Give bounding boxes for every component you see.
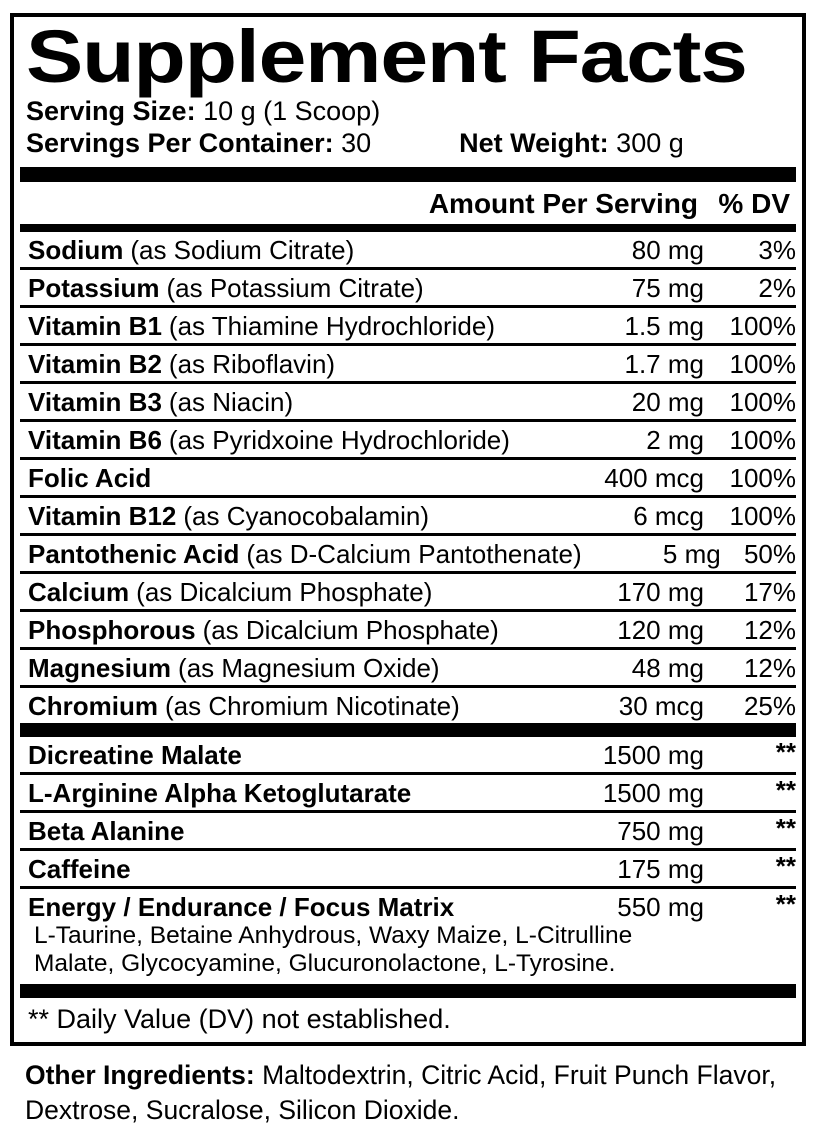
nutrient-name: Potassium [28,273,160,303]
nutrient-dv: 25% [743,691,796,721]
servings-per-container-label: Servings Per Container: [26,128,334,158]
blend-amount: 175 mg [617,854,704,884]
nutrient-amount: 120 mg [617,615,704,645]
nutrient-dv: 100% [729,387,796,417]
nutrient-amount: 5 mg [662,539,721,569]
nutrient-amount: 1.5 mg [624,311,704,341]
other-ingredients-label: Other Ingredients: [25,1060,255,1090]
blend-table [20,737,796,984]
blend-amount: 750 mg [617,816,704,846]
serving-size-value: 10 g (1 Scoop) [203,96,381,126]
nutrient-row [20,533,796,571]
nutrient-detail: (as Niacin) [168,387,294,417]
nutrient-detail: (as Potassium Citrate) [166,273,424,303]
nutrient-amount: 400 mcg [604,463,704,493]
nutrient-name: Vitamin B2 [28,349,162,379]
nutrient-name: Pantothenic Acid [28,539,240,569]
nutrient-row [20,685,796,723]
blend-dv: ** [775,775,796,805]
nutrient-detail: (as Riboflavin) [168,349,336,379]
divider-bar-header [20,224,796,232]
nutrient-amount: 80 mg [631,235,704,265]
nutrient-row [20,267,796,305]
nutrient-dv: 17% [743,577,796,607]
blend-amount: 550 mg [617,892,704,922]
nutrient-dv: 100% [729,501,796,531]
nutrient-detail: (as Chromium Nicotinate) [165,691,460,721]
table-header [26,182,790,224]
nutrient-amount: 75 mg [631,273,704,303]
nutrient-row [20,419,796,457]
divider-bar-section [20,723,796,737]
nutrient-dv: 3% [758,235,796,265]
nutrient-dv: 12% [743,615,796,645]
blend-name: Caffeine [28,854,131,884]
nutrient-detail: (as D-Calcium Pantothenate) [246,539,582,569]
nutrient-detail: (as Thiamine Hydrochloride) [168,311,495,341]
dv-footnote: ** Daily Value (DV) not established. [28,1004,451,1034]
blend-amount: 1500 mg [602,740,704,770]
nutrient-amount: 30 mcg [618,691,704,721]
divider-bar-footnote [20,984,796,998]
nutrient-name: Vitamin B3 [28,387,162,417]
nutrient-detail: (as Magnesium Oxide) [178,653,440,683]
nutrient-amount: 2 mg [646,425,704,455]
blend-name: Beta Alanine [28,816,185,846]
blend-dv: ** [775,889,796,919]
nutrient-detail: (as Dicalcium Phosphate) [136,577,433,607]
nutrient-detail: (as Sodium Citrate) [130,235,355,265]
nutrient-amount: 6 mcg [633,501,704,531]
nutrient-name: Calcium [28,577,130,607]
header-percent-dv: % DV [718,188,790,219]
nutrient-row [20,495,796,533]
nutrient-name: Vitamin B6 [28,425,162,455]
nutrient-dv: 100% [729,349,796,379]
other-ingredients-value: Maltodextrin, Citric Acid, Fruit Punch Flavor, Dextrose, Sucralose, Silicon Dioxide. [25,1060,777,1125]
nutrient-dv: 100% [729,463,796,493]
nutrient-name: Folic Acid [28,463,152,493]
blend-amount: 1500 mg [602,778,704,808]
nutrient-name: Magnesium [28,653,172,683]
blend-name: L-Arginine Alpha Ketoglutarate [28,778,412,808]
nutrients-table [20,232,796,723]
matrix-row [20,886,796,984]
servings-per-container-value: 30 [341,128,372,158]
nutrient-name: Vitamin B12 [28,501,177,531]
nutrient-detail: (as Cyanocobalamin) [183,501,430,531]
nutrient-row [20,232,796,267]
nutrient-name: Chromium [28,691,158,721]
blend-row [20,772,796,810]
blend-name: Dicreatine Malate [28,740,242,770]
blend-dv: ** [775,737,796,767]
nutrient-name: Sodium [28,235,124,265]
facts-panel [10,13,806,1046]
nutrient-detail: (as Dicalcium Phosphate) [202,615,499,645]
nutrient-name: Phosphorous [28,615,196,645]
servings-net-weight-line [26,127,790,159]
nutrient-dv: 2% [758,273,796,303]
nutrient-name: Vitamin B1 [28,311,162,341]
nutrient-amount: 48 mg [631,653,704,683]
nutrient-dv: 100% [729,311,796,341]
nutrient-row [20,343,796,381]
serving-size-label: Serving Size: [26,96,196,126]
matrix-ingredients: L-Taurine, Betaine Anhydrous, Waxy Maize, L-Citrulline Malate, Glycocyamine, Glucuronolactone, L-Tyrosine. [34,922,633,977]
blend-dv: ** [775,813,796,843]
nutrient-dv: 50% [743,539,796,569]
blend-row [20,810,796,848]
other-ingredients [25,1058,790,1128]
nutrient-amount: 20 mg [631,387,704,417]
nutrient-row [20,457,796,495]
nutrient-row [20,609,796,647]
nutrient-amount: 170 mg [617,577,704,607]
nutrient-detail: (as Pyridxoine Hydrochloride) [168,425,510,455]
header-amount-per-serving: Amount Per Serving [428,188,698,219]
nutrient-row [20,647,796,685]
net-weight-label: Net Weight: [459,128,609,158]
blend-name: Energy / Endurance / Focus Matrix [28,892,455,922]
servings-per-container [26,127,371,159]
nutrient-row [20,381,796,419]
blend-dv: ** [775,851,796,881]
nutrient-row [20,305,796,343]
panel-title-text: Supplement Facts [26,15,747,98]
nutrient-dv: 100% [729,425,796,455]
nutrient-dv: 12% [743,653,796,683]
serving-size-line [26,95,790,127]
blend-row [20,737,796,772]
blend-row [20,848,796,886]
divider-bar-top [20,167,796,182]
net-weight-value: 300 g [616,128,684,158]
panel-title [26,15,790,98]
nutrient-row [20,571,796,609]
net-weight [459,127,684,159]
nutrient-amount: 1.7 mg [624,349,704,379]
